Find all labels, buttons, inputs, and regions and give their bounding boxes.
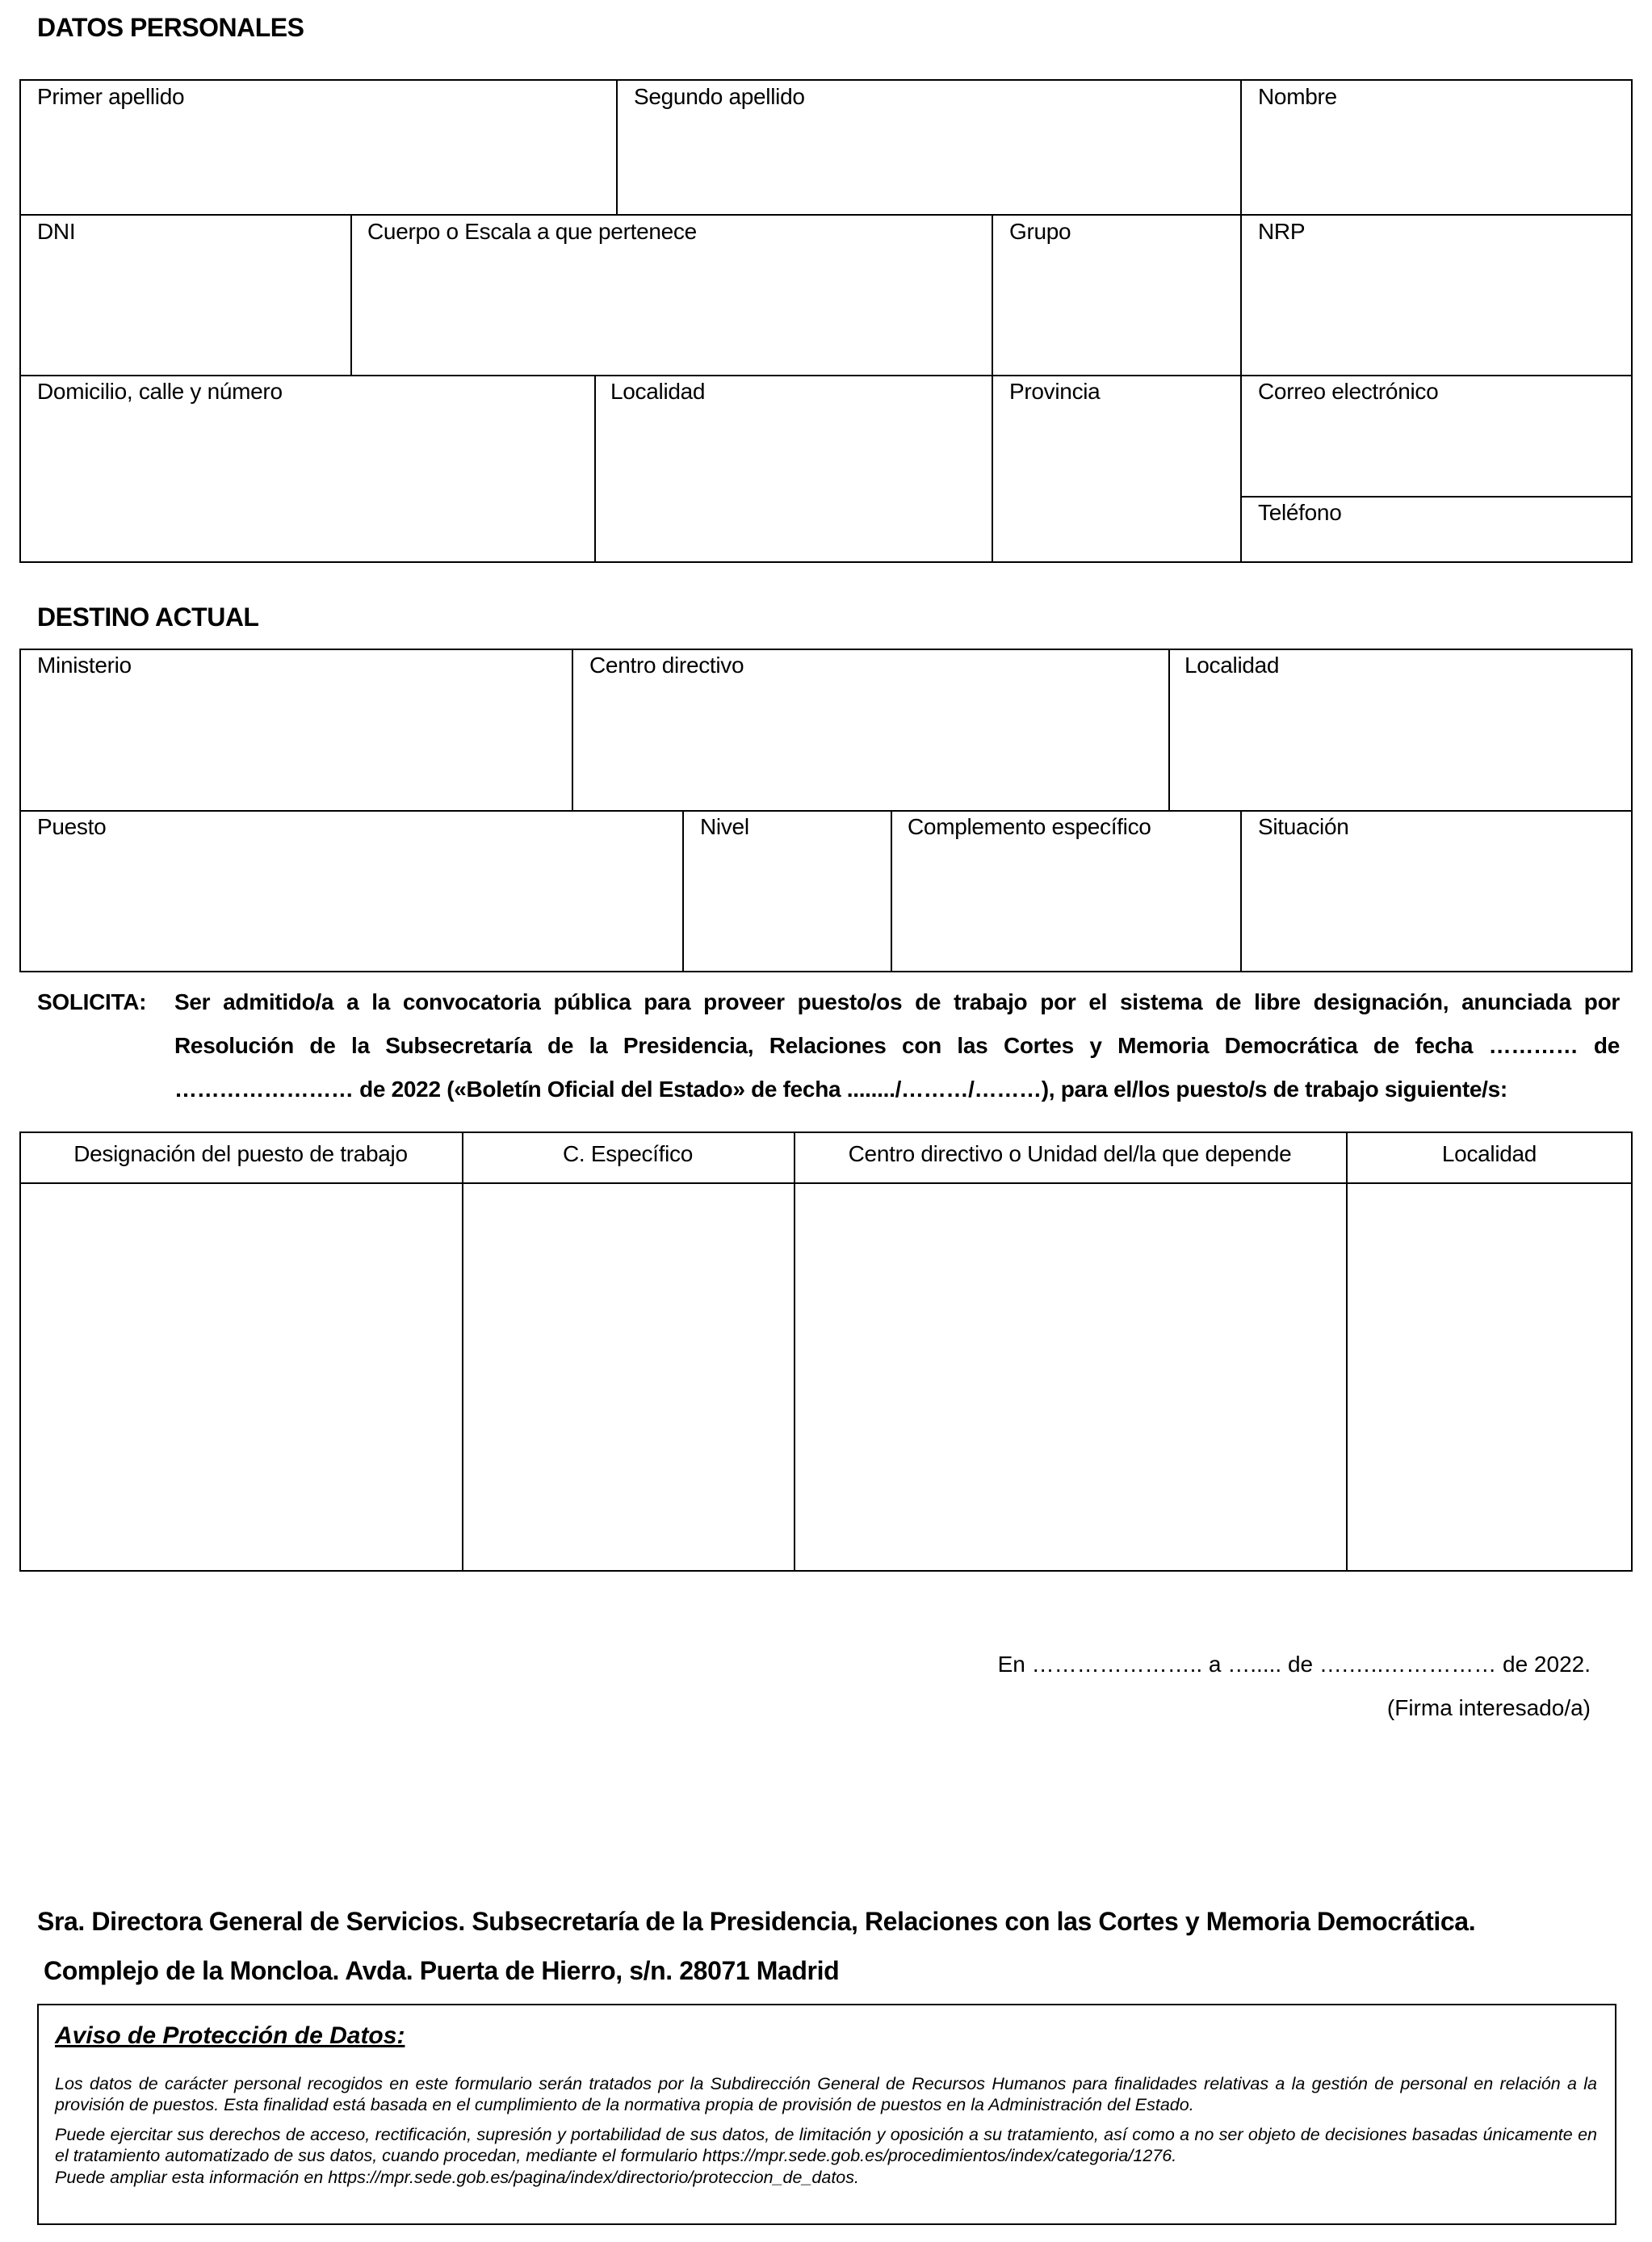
label-correo: Correo electrónico: [1258, 379, 1439, 404]
table-header-localidad: Localidad: [1441, 1141, 1537, 1166]
table-header-designacion: Designación del puesto de trabajo: [73, 1141, 408, 1166]
privacy-paragraph-3: Puede ampliar esta información en https://mpr.sede.gob.es/pagina/index/directorio/proteccion_de_datos.: [55, 2168, 859, 2187]
label-destino-localidad: Localidad: [1184, 653, 1280, 678]
label-centro-directivo: Centro directivo: [589, 653, 744, 678]
label-nrp: NRP: [1258, 219, 1306, 244]
label-situacion: Situación: [1258, 814, 1349, 839]
privacy-paragraph-2: Puede ejercitar sus derechos de acceso, rectificación, supresión y portabilidad de sus datos, de limitación y oposición a su tratamiento, así como a no ser objeto de decisiones basadas únicamente en el tratamiento automatizado de sus datos, cuando procedan, mediante el formulario https://mpr.sede.gob.es/procedimientos/index/categoria/1276.: [55, 2125, 1597, 2165]
privacy-title: Aviso de Protección de Datos:: [55, 2022, 405, 2049]
table-cell-designacion[interactable]: [21, 1184, 462, 1570]
label-nombre: Nombre: [1258, 84, 1337, 109]
table-cell-localidad[interactable]: [1348, 1184, 1631, 1570]
label-domicilio: Domicilio, calle y número: [37, 379, 283, 404]
table-cell-centro-directivo[interactable]: [795, 1184, 1346, 1570]
signature-firma: (Firma interesado/a): [1386, 1695, 1591, 1720]
label-puesto: Puesto: [37, 814, 107, 839]
signature-place-date: En ………………….. a …..... de ….…..…………… de 2022.: [997, 1652, 1591, 1677]
table-header-centro-directivo: Centro directivo o Unidad del/la que depende: [848, 1141, 1292, 1166]
label-localidad: Localidad: [610, 379, 706, 404]
addressee-line-2: Complejo de la Moncloa. Avda. Puerta de Hierro, s/n. 28071 Madrid: [44, 1956, 840, 1985]
label-ministerio: Ministerio: [37, 653, 132, 678]
addressee-line-1: Sra. Directora General de Servicios. Subsecretaría de la Presidencia, Relaciones con las Cortes y Memoria Democrática.: [37, 1907, 1476, 1936]
label-complemento: Complemento específico: [908, 814, 1151, 839]
label-segundo-apellido: Segundo apellido: [634, 84, 805, 109]
solicita-label: SOLICITA:: [37, 989, 147, 1014]
label-grupo: Grupo: [1009, 219, 1071, 244]
table-header-c-especifico: C. Específico: [562, 1141, 694, 1166]
solicita-text: Ser admitido/a a la convocatoria pública para proveer puesto/os de trabajo por el sistema de libre designación, anunciada por Resolución de la Subsecretaría de la Presidencia, Relaciones con las Cortes y Memoria Democrática de fecha ………… de …………………… de 2022 («Boletín Oficial del Estado» de fecha ......../………/………), para el/los puesto/s de trabajo siguiente/s:: [174, 989, 1620, 1102]
section-heading-datos-personales: DATOS PERSONALES: [37, 13, 304, 42]
label-cuerpo: Cuerpo o Escala a que pertenece: [367, 219, 697, 244]
table-cell-c-especifico[interactable]: [463, 1184, 794, 1570]
label-provincia: Provincia: [1009, 379, 1101, 404]
privacy-paragraph-1: Los datos de carácter personal recogidos en este formulario serán tratados por la Subdirección General de Recursos Humanos para finalidades relativas a la gestión de personal en relación a la provisión de puestos. Esta finalidad está basada en el cumplimiento de la normativa propia de provisión de puestos en la Administración del Estado.: [55, 2074, 1597, 2114]
field-puesto[interactable]: [21, 812, 682, 971]
label-nivel: Nivel: [700, 814, 749, 839]
label-primer-apellido: Primer apellido: [37, 84, 185, 109]
section-heading-destino-actual: DESTINO ACTUAL: [37, 602, 259, 632]
label-telefono: Teléfono: [1258, 500, 1342, 525]
label-dni: DNI: [37, 219, 76, 244]
